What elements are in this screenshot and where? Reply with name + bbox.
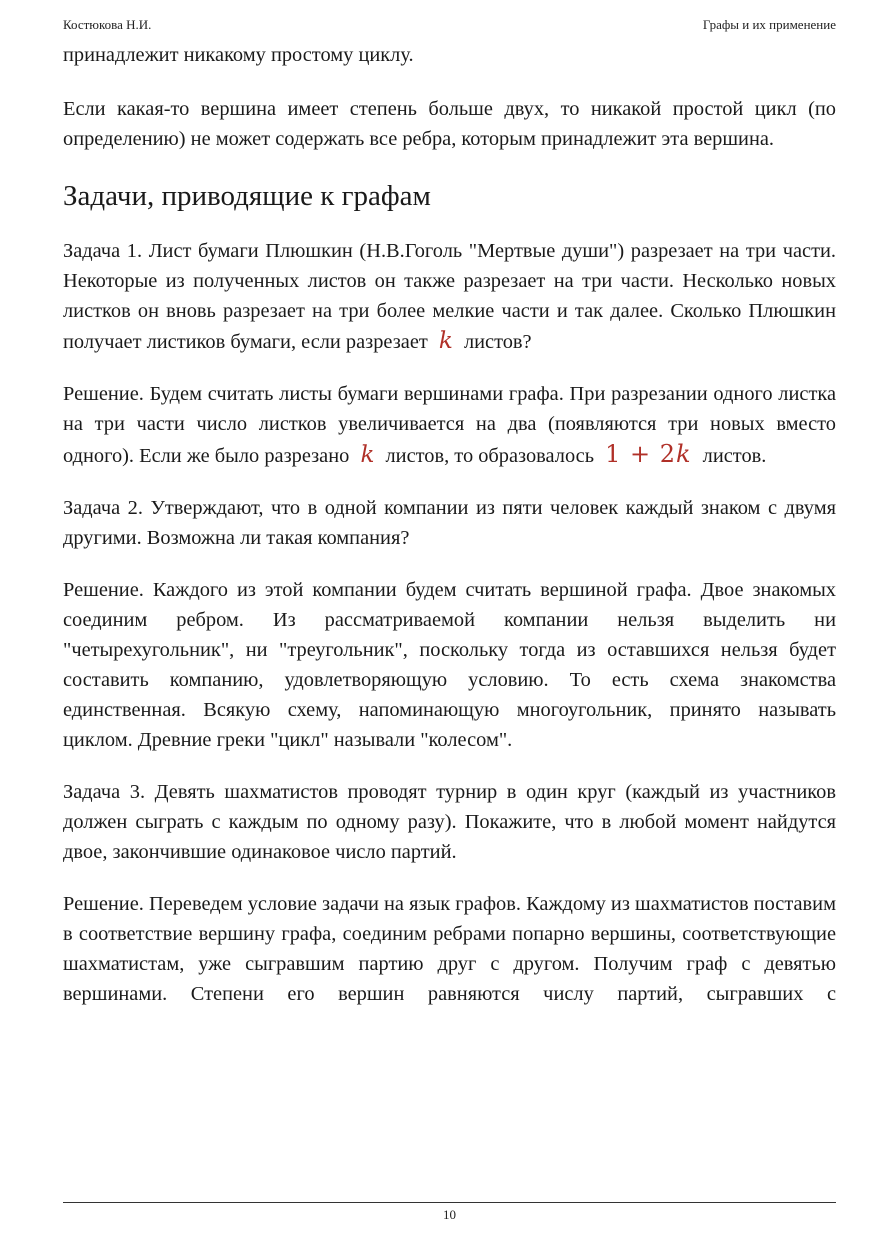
solution-2: Решение. Каждого из этой компании будем считать вершиной графа. Двое знакомых соединим ребром. Из рассматриваемой компании нельзя выделить ни "четырехугольник", ни "треугольник", поскольку тогда из оставшихся нельзя будет составить компанию, удовлетворяющую условию. То есть схема знакомства единственная. Всякую схему, напоминающую многоугольник, принято называть циклом. Древние греки "цикл" называли "колесом". (63, 579, 836, 751)
solution-1-text: Решение. Будем считать листы бумаги вершинами графа. При разрезании одного листка на три части число листков увеличивается на два (появляются три новых вместо одного). Если же было разрезано (63, 383, 836, 467)
document-page (63, 0, 836, 1241)
task-1 (63, 236, 836, 357)
math-k: k (438, 328, 453, 354)
body-text (63, 40, 836, 1031)
task-1-text: Задача 1. Лист бумаги Плюшкин (Н.В.Гоголь "Мертвые души") разрезает на три части. Некоторые из полученных листов он также разрезает на три части. Несколько новых листков он вновь разрезает на три более мелкие части и так далее. Сколько Плюшкин получает листиков бумаги, если разрезает (63, 240, 836, 353)
header-author: Костюкова Н.И. (63, 17, 152, 32)
header-title: Графы и их применение (702, 17, 836, 32)
solution-3: Решение. Переведем условие задачи на язык графов. Каждому из шахматистов поставим в соответствие вершину графа, соединим ребрами попарно вершины, соответствующие шахматистам, уже сыгравшим партию друг с другом. Получим граф с девятью вершинами. Степени его вершин равняются числу партий, сыгравших с (63, 893, 836, 1005)
solution-1-text-mid: листов, то образовалось (385, 445, 594, 467)
running-header (63, 17, 836, 37)
solution-1-text-end: листов. (702, 445, 767, 467)
task-3: Задача 3. Девять шахматистов проводят турнир в один круг (каждый из участников должен сыграть с каждым по одному разу). Покажите, что в любой момент найдутся двое, закончившие одинаковое число партий. (63, 781, 836, 863)
math-expression-var: k (676, 440, 692, 468)
paragraph-vertex-degree: Если какая-то вершина имеет степень больше двух, то никакой простой цикл (по определению) не может содержать все ребра, которым принадлежит эта вершина. (63, 98, 836, 150)
task-2: Задача 2. Утверждают, что в одной компании из пяти человек каждый знаком с двумя другими. Возможна ли такая компания? (63, 497, 836, 549)
paragraph-continuation: принадлежит никакому простому циклу. (63, 44, 414, 66)
page-number: 10 (443, 1207, 456, 1222)
math-k: k (360, 442, 375, 468)
task-1-text-end: листов? (463, 331, 532, 353)
section-heading: Задачи, приводящие к графам (63, 180, 431, 212)
math-expression (599, 440, 697, 468)
footer-divider (63, 1202, 836, 1203)
math-expression-const: 1 + 2 (605, 440, 677, 468)
solution-1 (63, 379, 836, 471)
